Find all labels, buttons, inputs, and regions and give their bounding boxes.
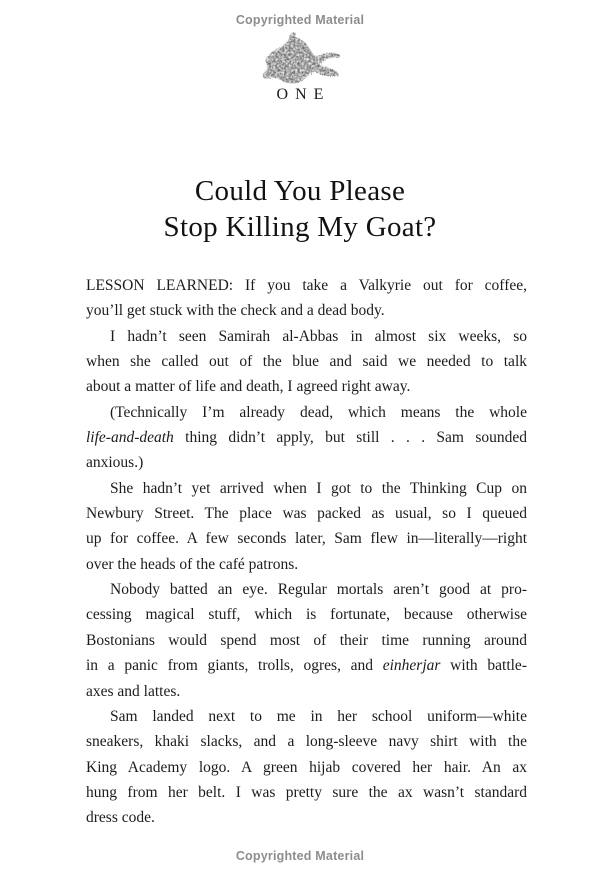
copyright-notice-top: Copyrighted Material bbox=[235, 13, 365, 27]
text-run: cessing magical stuff, which is fortunate, because otherwise bbox=[86, 606, 527, 624]
body-line bbox=[86, 755, 527, 780]
chapter-title-line-2: Stop Killing My Goat? bbox=[163, 210, 437, 243]
body-line bbox=[86, 628, 527, 653]
wolf-head-ornament-icon bbox=[258, 32, 342, 86]
italic-text-run: einherjar bbox=[382, 657, 441, 675]
body-line bbox=[86, 552, 527, 577]
text-run: with battle- bbox=[440, 657, 527, 675]
text-run: (Technically I’m already dead, which means the whole bbox=[110, 403, 527, 421]
body-text bbox=[86, 273, 527, 831]
body-line bbox=[86, 374, 527, 399]
chapter-title-line-1: Could You Please bbox=[194, 175, 406, 207]
text-run: Sam landed next to me in her school uniform—white bbox=[110, 707, 527, 725]
text-run: Newbury Street. The place was packed as usual, so I queued bbox=[86, 505, 527, 523]
body-line bbox=[86, 577, 527, 602]
body-line bbox=[86, 805, 527, 830]
text-run: you’ll get stuck with the check and a dead body. bbox=[86, 302, 385, 320]
text-run: anxious.) bbox=[86, 454, 144, 472]
body-line bbox=[86, 653, 527, 678]
body-line bbox=[86, 400, 527, 425]
body-line bbox=[86, 602, 527, 627]
text-run: axes and lattes. bbox=[86, 682, 181, 700]
text-run: Nobody batted an eye. Regular mortals aren’t good at pro- bbox=[110, 581, 527, 599]
chapter-title bbox=[0, 174, 600, 245]
text-run: when she called out of the blue and said we needed to talk bbox=[86, 353, 527, 371]
chapter-ornament bbox=[0, 32, 600, 86]
text-run: up for coffee. A few seconds later, Sam flew in—literally—right bbox=[86, 530, 527, 548]
text-run: in a panic from giants, trolls, ogres, and bbox=[86, 657, 383, 675]
body-line bbox=[86, 501, 527, 526]
body-line bbox=[86, 324, 527, 349]
body-line bbox=[86, 780, 527, 805]
text-run: Bostonians would spend most of their time running around bbox=[86, 631, 527, 649]
text-run: thing didn’t apply, but still . . . Sam sounded bbox=[173, 429, 527, 447]
text-run: sneakers, khaki slacks, and a long-sleeve navy shirt with the bbox=[86, 733, 527, 751]
text-run: about a matter of life and death, I agreed right away. bbox=[86, 378, 411, 396]
italic-text-run: life-and-death bbox=[86, 429, 174, 447]
text-run: King Academy logo. A green hijab covered her hair. An ax bbox=[86, 758, 527, 776]
body-line bbox=[86, 729, 527, 754]
text-run: dress code. bbox=[86, 809, 155, 827]
body-line bbox=[86, 526, 527, 551]
body-line bbox=[86, 349, 527, 374]
body-line bbox=[86, 273, 527, 298]
copyright-notice-bottom: Copyrighted Material bbox=[235, 849, 365, 863]
text-run: She hadn’t yet arrived when I got to the Thinking Cup on bbox=[110, 479, 527, 497]
text-run: I hadn’t seen Samirah al-Abbas in almost six weeks, so bbox=[110, 327, 527, 345]
body-line bbox=[86, 298, 527, 323]
body-line bbox=[86, 476, 527, 501]
chapter-number: ONE bbox=[276, 86, 331, 103]
body-line bbox=[86, 450, 527, 475]
body-line bbox=[86, 425, 527, 450]
body-line bbox=[86, 704, 527, 729]
body-line bbox=[86, 679, 527, 704]
text-run: over the heads of the café patrons. bbox=[86, 555, 299, 573]
text-run: LESSON LEARNED: If you take a Valkyrie out for coffee, bbox=[86, 277, 527, 294]
text-run: hung from her belt. I was pretty sure the ax wasn’t standard bbox=[86, 783, 527, 801]
